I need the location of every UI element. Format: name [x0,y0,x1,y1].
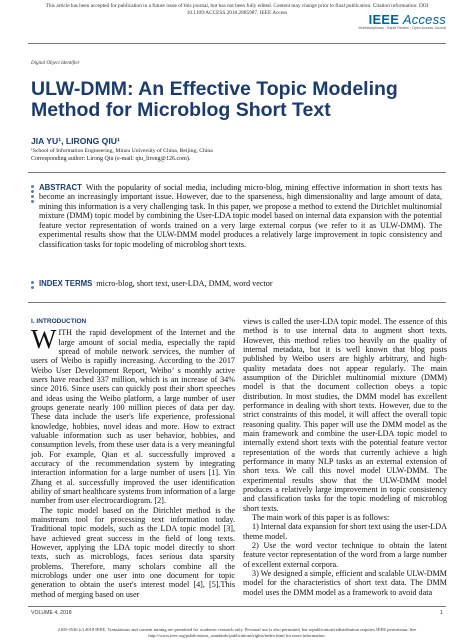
header-rule [28,43,446,44]
index-terms [39,279,273,289]
abstract-dots [31,185,35,205]
section-heading: I. INTRODUCTION [31,318,87,325]
index-terms-heading: INDEX TERMS [39,279,93,288]
ieee-access-logo [359,12,447,30]
abstract-text [39,183,442,249]
corresponding-author: Corresponding author: Lirong Qiu (e-mail: qiu_lirong@126.com). [31,156,191,162]
intro-paragraph-1-text: ITH the rapid development of the Internet and the large amount of social media, especially the rapid spread of mobile network services, the number of users of Weibo is rapidly increasing. According to the 2017 Weibo User Development Report, Weibo’ s monthly active users have reached 337 million, which is an increase of 34% since 2016. Since users can quickly post their short speeches and ideas using the Weibo platform, a large number of user groups generate nearly 100 million pieces of data per day. These data include the user's life experience, professional knowledge, hobbies, novel ideas and more. How to extract valuable information such as user behavior, hobbies, and consumption levels, from these user data is a very meaningful job. For example, Qian et al. successfully improved a accuracy of the recommendation system by integrating interaction information for a large number of users [1]. Yin Zhang et al. successfully improved the user identification ability of smart healthcare systems from information of a large number from user electrocardiogram. [2]. [31,328,235,506]
page-number: 1 [440,610,443,616]
notice-line-2: 10.1109/ACCESS.2018.2885987, IEEE Access [186,9,288,16]
abstract-top-rule [28,172,446,173]
index-terms-body: micro-blog, short text, user-LDA, DMM, word vector [96,279,273,288]
index-terms-dots [31,281,35,291]
abstract-body: With the popularity of social media, including micro-blog, mining effective information in short texts has become an increasingly important issue. However, due to the sparseness, high dimensionality and large amount of data, mining this information is a very challenging task. In this paper, we propose a method to extend the Dirichlet multinomial mixture (DMM) topic model by combining the User-LDA topic model based on internal data expansion with the potential feature vector representation of words trained on a very large external corpus (we refer to it as ULW-DMM). The experimental results show that the ULW-DMM model produces a relatively large improvement in topic consistency and classification tasks for topic modeling of microblog short texts. [39,183,442,249]
copyright-line-1: 2169-3536 (c) 2018 IEEE. Translations and content mining are permitted for academic research only. Personal use is also permitted, but republication/redistribution requires IEEE permission. See [57,627,417,632]
contribution-1: 1) Internal data expansion for short text using the user-LDA theme model. [243,522,448,541]
doi-label: Digital Object Identifier [31,61,80,66]
abstract-bottom-rule [28,302,446,303]
contribution-2: 2) Use the word vector technique to obtain the latent feature vector representation of the word from a large number of excellent external corpora. [243,540,447,569]
intro-paragraph-2: The topic model based on the Dirichlet method is the mainstream tool for processing text information today. Traditional topic models, such as the LDA topic model [3], have achieved great success in the field of long texts. However, applying the LDA topic model directly to short texts, such as microblogs, faces serious data sparsity problems. Therefore, many scholars combine all the microblogs under one user into one document for topic generation to obtain the user's interest model [4], [5].This method of merging based on user [31,505,235,599]
column-left [31,317,235,599]
notice-line-1: This article has been accepted for publication in a future issue of this journal, but has not been fully edited. Content may change prior to final publication. Citation information: DOI [45,3,429,9]
copyright-footer [0,627,474,639]
abstract-heading: ABSTRACT [39,183,82,192]
logo-tagline: Multidisciplinary : Rapid Review : Open Access Journal [358,26,446,30]
volume-label: VOLUME 4, 2018 [31,610,72,616]
footer-rule [28,606,446,607]
logo-ieee: IEEE [368,12,400,27]
drop-cap: W [31,324,57,355]
affiliation: ¹School of Information Engineering, Minzu University of China, Beijing, China [31,148,213,154]
intro-paragraph-3: views is called the user-LDA topic model. The essence of this method is to use internal data to augment short texts. However, this method relies too heavily on the quality of internal metadata, but it is well known that blog posts published by Weibo users are highly arbitrary, and high-quality metadata does not appear regularly. The main assumption of the Dirichlet multinomial mixture (DMM) model is that the document collection obeys a topic distribution. In most studies, the DMM model has excellent performance in dealing with short texts. However, due to the strict constraints of this model, it will affect the overall topic reasoning quality. This paper will use the DMM model as the main framework and combine the user-LDA topic model to internally extend short texts with the potential feature vector representation of the words that currently achieve a high performance in many NLP tasks as an external extension of short texs. We call this novel model ULW-DMM. The experimental results show that the ULW-DMM model produces a relatively large improvement in topic consistency and classification tasks for the topic modeling of microblog short texts. [243,317,447,513]
contribution-3: 3) We designed a simple, efficient and scalable ULW-DMM model for the characteristics of short text data. The DMM model uses the DMM model as a framework to avoid data [243,568,447,597]
copyright-line-2: http://www.ieee.org/publications_standards/publications/rights/index.html for more information. [148,633,326,638]
logo-access: Access [402,12,446,27]
column-right [243,317,447,597]
intro-paragraph-1 [31,324,235,506]
paper-title: ULW-DMM: An Effective Topic Modeling Method for Microblog Short Text [31,78,398,121]
contributions-intro: The main work of this paper is as follows: [252,512,390,522]
author-list: JIA YU¹, LIRONG QIU¹ [31,136,120,146]
